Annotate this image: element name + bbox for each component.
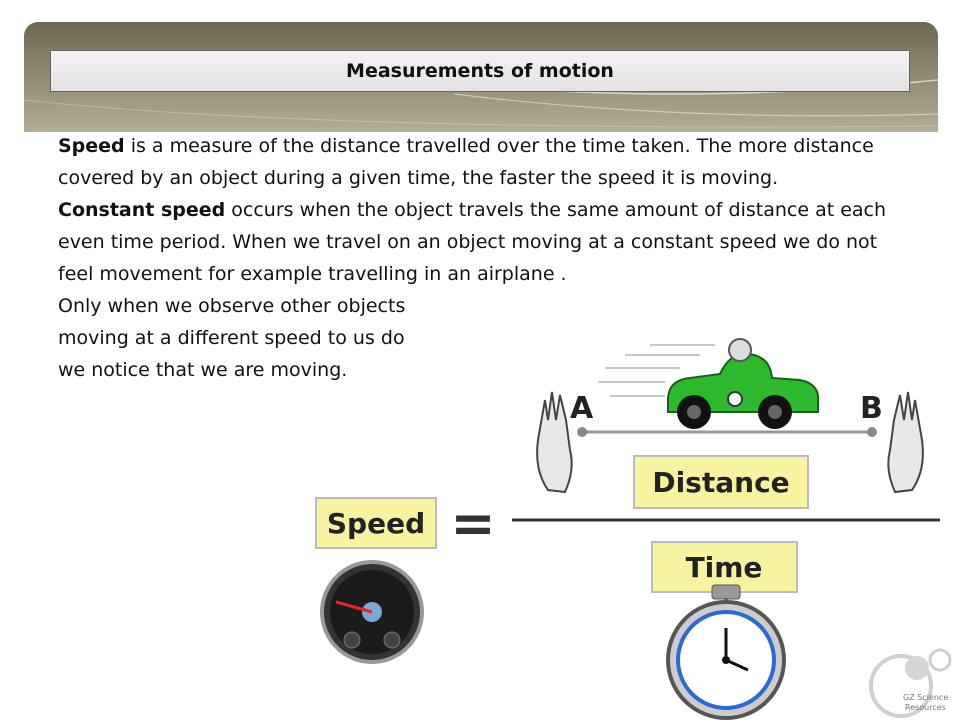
gz-science-logo bbox=[865, 640, 955, 718]
stopwatch-icon bbox=[668, 585, 784, 718]
observation-line-3: we notice that we are moving. bbox=[58, 359, 348, 381]
observation-line-2: moving at a different speed to us do bbox=[58, 327, 405, 349]
page-title: Measurements of motion bbox=[346, 60, 614, 82]
point-a-label: A bbox=[570, 391, 594, 426]
constant-speed-term: Constant speed bbox=[58, 199, 226, 221]
logo-line-2: Resources bbox=[905, 703, 946, 712]
race-car-icon bbox=[668, 339, 818, 429]
right-hand-icon bbox=[888, 392, 923, 492]
logo-line-1: GZ Science bbox=[903, 693, 949, 702]
constant-speed-definition: occurs when the object travels the same amount of distance at each even time period. When we travel on an object moving at a constant speed we do not feel movement for example travelling in an airplane . bbox=[58, 199, 887, 285]
distance-label-box bbox=[634, 456, 808, 508]
speed-label: Speed bbox=[326, 507, 426, 540]
speed-term: Speed bbox=[58, 135, 125, 157]
point-a-dot bbox=[577, 427, 587, 437]
speed-label-box bbox=[316, 498, 436, 548]
observation-line-1: Only when we observe other objects bbox=[58, 295, 406, 317]
equals-sign: = bbox=[450, 492, 496, 555]
left-hand-icon bbox=[537, 392, 572, 492]
speedometer-icon bbox=[322, 562, 422, 662]
point-b-label: B bbox=[860, 391, 883, 426]
speed-definition: is a measure of the distance travelled over the time taken. The more distance covered by an object during a given time, the faster the speed it is moving. bbox=[58, 135, 874, 189]
distance-label: Distance bbox=[652, 466, 790, 499]
point-b-dot bbox=[867, 427, 877, 437]
time-label: Time bbox=[685, 551, 763, 584]
